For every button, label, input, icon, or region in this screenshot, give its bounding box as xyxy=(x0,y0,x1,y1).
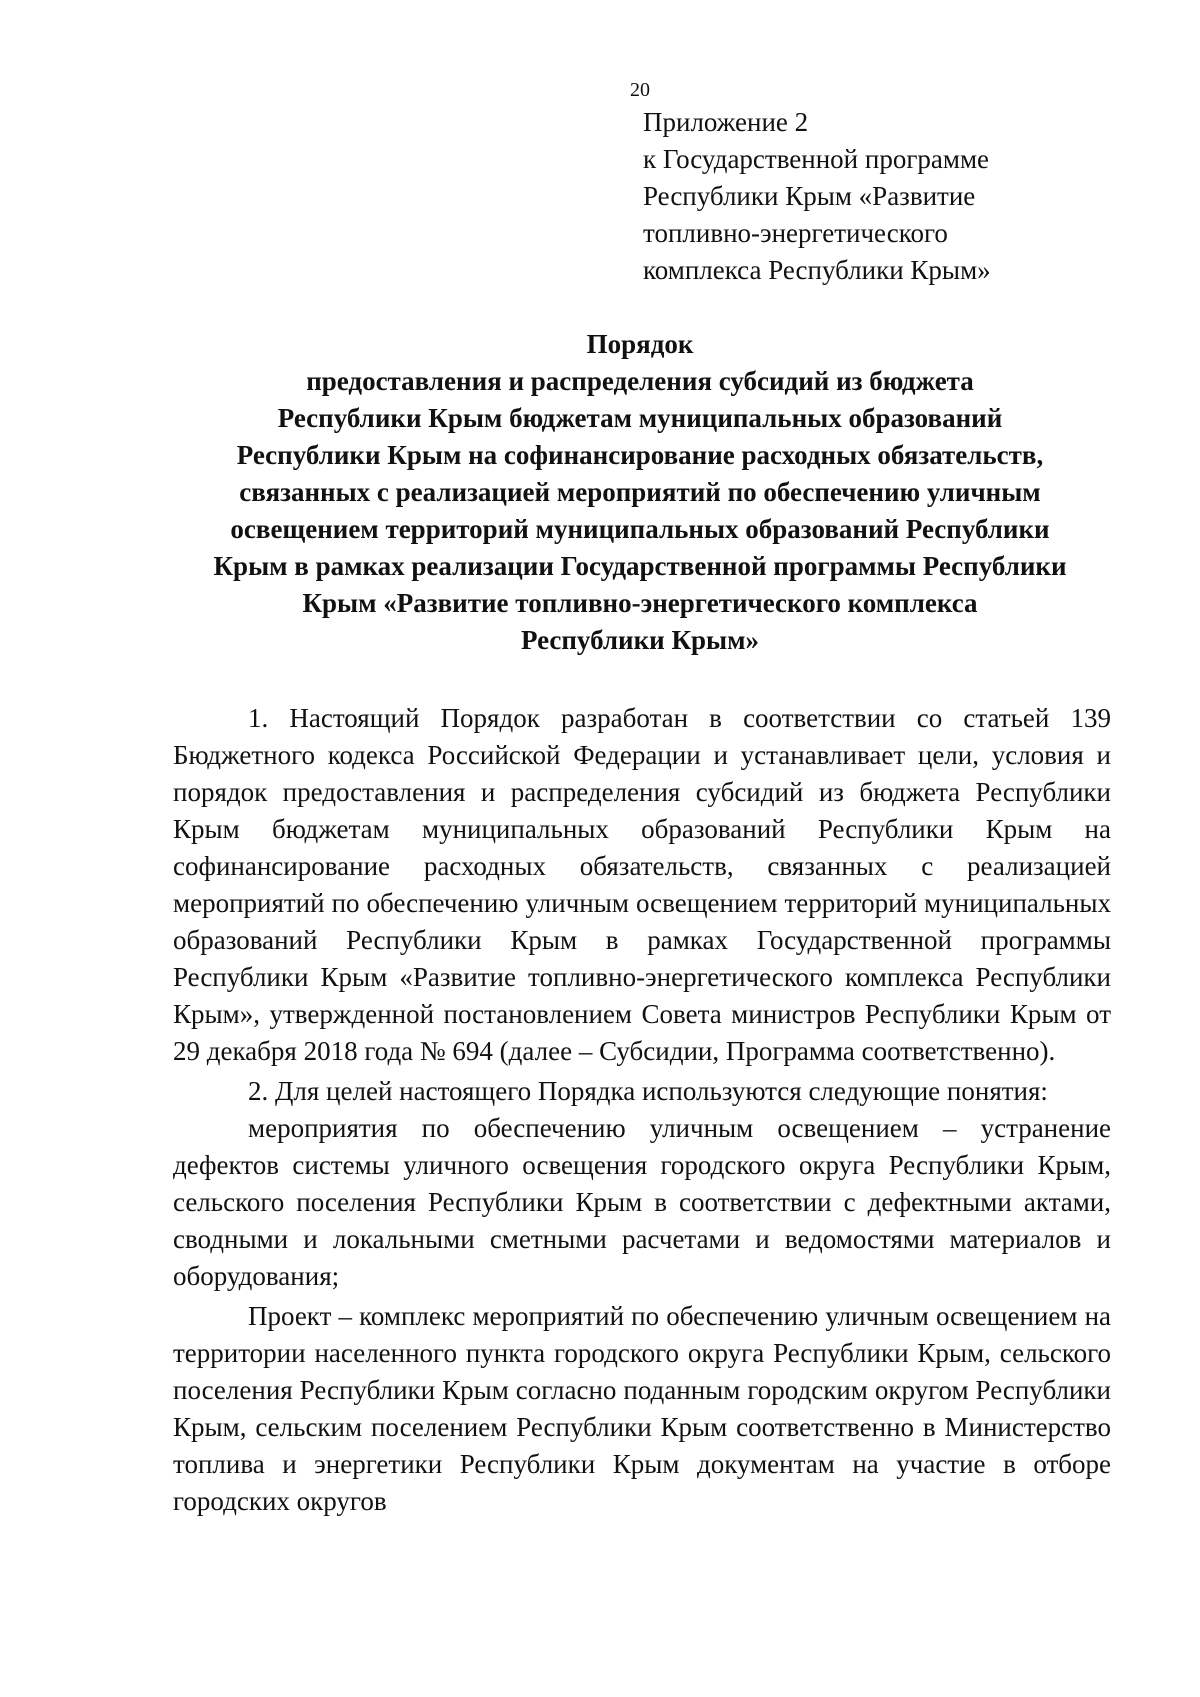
title-line: Республики Крым на софинансирование расходных обязательств, xyxy=(236,440,1044,470)
appendix-line: Республики Крым «Развитие xyxy=(643,181,976,211)
appendix-line: Приложение 2 xyxy=(643,107,809,137)
title-line: Республики Крым» xyxy=(520,625,760,655)
title-line: связанных с реализацией мероприятий по обеспечению уличным xyxy=(239,477,1041,507)
paragraph-1: 1. Настоящий Порядок разработан в соответствии со статьей 139 Бюджетного кодекса Российской Федерации и устанавливает цели, условия и порядок предоставления и распределения субсидий из бюджета Республики Крым бюджетам муниципальных образований Республики Крым на софинансирование расходных обязательств, связанных с реализацией мероприятий по обеспечению уличным освещением территорий муниципальных образований Республики Крым в рамках Государственной программы Республики Крым «Развитие топливно-энергетического комплекса Республики Крым», утвержденной постановлением Совета министров Республики Крым от 29 декабря 2018 года № 694 (далее – Субсидии, Программа соответственно). xyxy=(173,703,1111,1066)
paragraph-definition-project: Проект – комплекс мероприятий по обеспечению уличным освещением на территории населенного пункта городского округа Республики Крым, сельского поселения Республики Крым согласно поданным городским округом Республики Крым, сельским поселением Республики Крым соответственно в Министерство топлива и энергетики Республики Крым документам на участие в отборе городских округов xyxy=(173,1301,1111,1516)
title-line: Порядок xyxy=(586,329,694,359)
appendix-line: топливно-энергетического xyxy=(643,218,948,248)
page-number: 20 xyxy=(630,79,650,101)
title-line: предоставления и распределения субсидий из бюджета xyxy=(306,366,974,396)
title-line: освещением территорий муниципальных образований Республики xyxy=(230,514,1050,544)
paragraph-definition-measures: мероприятия по обеспечению уличным освещением – устранение дефектов системы уличного освещения городского округа Республики Крым, сельского поселения Республики Крым в соответствии с дефектными актами, сводными и локальными сметными расчетами и ведомостями материалов и оборудования; xyxy=(173,1113,1111,1291)
title-line: Республики Крым бюджетам муниципальных образований xyxy=(277,403,1003,433)
title-line: Крым «Развитие топливно-энергетического комплекса xyxy=(302,588,978,618)
title-line: Крым в рамках реализации Государственной программы Республики xyxy=(213,551,1067,581)
document-body xyxy=(173,700,1111,1520)
appendix-line: комплекса Республики Крым» xyxy=(643,255,991,285)
document-title xyxy=(150,326,1130,659)
appendix-line: к Государственной программе xyxy=(643,144,990,174)
appendix-reference xyxy=(643,104,1073,289)
paragraph-2: 2. Для целей настоящего Порядка используются следующие понятия: xyxy=(248,1076,1048,1106)
